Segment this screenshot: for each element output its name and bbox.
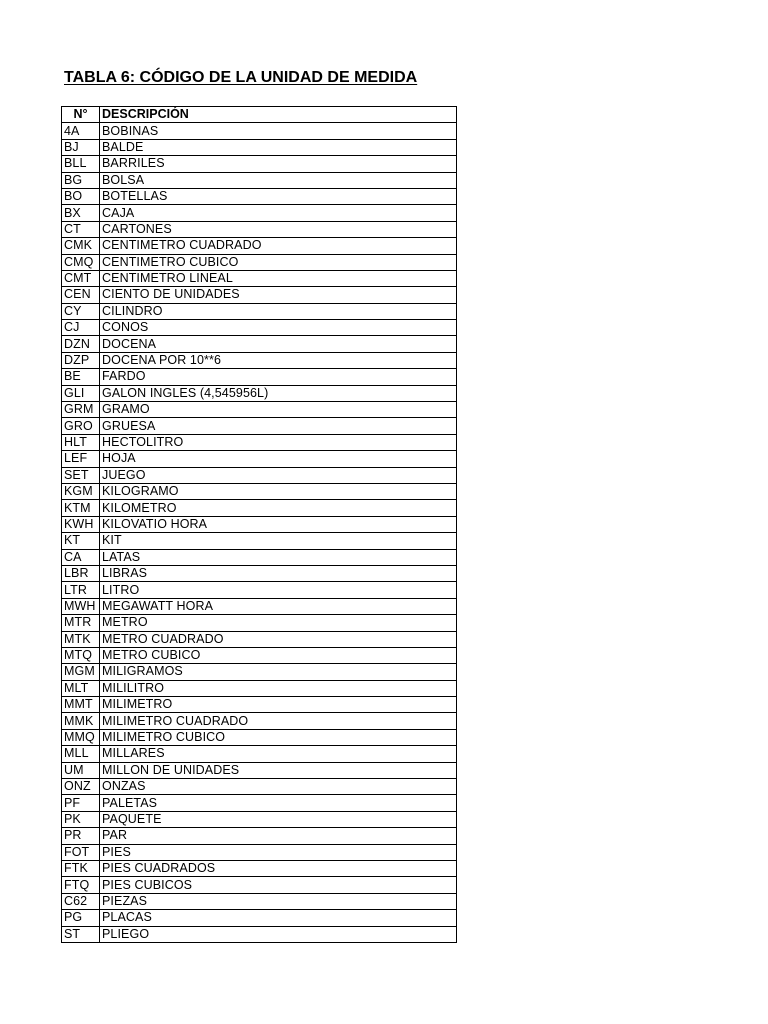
unit-description: JUEGO [100, 467, 457, 483]
unit-code: CEN [62, 287, 100, 303]
unit-description: CIENTO DE UNIDADES [100, 287, 457, 303]
unit-code: LEF [62, 451, 100, 467]
unit-code: DZN [62, 336, 100, 352]
unit-description: BOTELLAS [100, 188, 457, 204]
table-row [62, 697, 457, 713]
header-number: N° [62, 107, 100, 123]
table-row [62, 926, 457, 942]
table-row [62, 664, 457, 680]
unit-code: GRM [62, 402, 100, 418]
table-row [62, 156, 457, 172]
unit-code: MMT [62, 697, 100, 713]
table-row [62, 434, 457, 450]
unit-description: KILOMETRO [100, 500, 457, 516]
unit-code: MTR [62, 615, 100, 631]
unit-description: LATAS [100, 549, 457, 565]
unit-description: PAQUETE [100, 811, 457, 827]
unit-code: MTK [62, 631, 100, 647]
unit-description: BARRILES [100, 156, 457, 172]
unit-code: KWH [62, 516, 100, 532]
unit-code: CJ [62, 320, 100, 336]
table-row [62, 418, 457, 434]
table-row [62, 467, 457, 483]
unit-code: FOT [62, 844, 100, 860]
table-row [62, 254, 457, 270]
table-row [62, 205, 457, 221]
unit-code: BLL [62, 156, 100, 172]
table-row [62, 582, 457, 598]
unit-code: HLT [62, 434, 100, 450]
table-row [62, 910, 457, 926]
unit-description: PLIEGO [100, 926, 457, 942]
unit-code: PR [62, 828, 100, 844]
unit-description: PIES CUADRADOS [100, 860, 457, 876]
unit-code: KGM [62, 483, 100, 499]
unit-code: BG [62, 172, 100, 188]
unit-description: CILINDRO [100, 303, 457, 319]
table-row [62, 713, 457, 729]
unit-description: DOCENA [100, 336, 457, 352]
unit-code: CMK [62, 238, 100, 254]
table-row [62, 287, 457, 303]
table-row [62, 385, 457, 401]
table-row [62, 811, 457, 827]
unit-code: CY [62, 303, 100, 319]
unit-description: MILIMETRO CUADRADO [100, 713, 457, 729]
unit-code: ONZ [62, 779, 100, 795]
unit-description: CAJA [100, 205, 457, 221]
unit-description: GALON INGLES (4,545956L) [100, 385, 457, 401]
table-row [62, 729, 457, 745]
unit-code: LBR [62, 565, 100, 581]
unit-code: MTQ [62, 647, 100, 663]
table-row [62, 779, 457, 795]
unit-description: PIEZAS [100, 893, 457, 909]
unit-description: METRO [100, 615, 457, 631]
unit-description: MILIMETRO [100, 697, 457, 713]
table-row [62, 270, 457, 286]
unit-code: PG [62, 910, 100, 926]
unit-code: FTK [62, 860, 100, 876]
unit-code: MGM [62, 664, 100, 680]
unit-description: PAR [100, 828, 457, 844]
table-row [62, 549, 457, 565]
table-row [62, 565, 457, 581]
table-row [62, 828, 457, 844]
table-row [62, 647, 457, 663]
table-row [62, 598, 457, 614]
unit-description: MILLON DE UNIDADES [100, 762, 457, 778]
table-row [62, 139, 457, 155]
unit-description: KILOGRAMO [100, 483, 457, 499]
unit-description: CARTONES [100, 221, 457, 237]
unit-description: CENTIMETRO LINEAL [100, 270, 457, 286]
unit-code: MLT [62, 680, 100, 696]
table-row [62, 451, 457, 467]
unit-code: FTQ [62, 877, 100, 893]
unit-code: BE [62, 369, 100, 385]
table-row [62, 680, 457, 696]
unit-description: MEGAWATT HORA [100, 598, 457, 614]
table-row [62, 336, 457, 352]
table-row [62, 369, 457, 385]
table-row [62, 516, 457, 532]
table-row [62, 631, 457, 647]
unit-description: METRO CUADRADO [100, 631, 457, 647]
unit-code: MWH [62, 598, 100, 614]
table-row [62, 483, 457, 499]
unit-description: MILILITRO [100, 680, 457, 696]
unit-code: DZP [62, 352, 100, 368]
unit-code: CMT [62, 270, 100, 286]
unit-code: BX [62, 205, 100, 221]
unit-description: BOBINAS [100, 123, 457, 139]
unit-description: METRO CUBICO [100, 647, 457, 663]
unit-code: GLI [62, 385, 100, 401]
unit-code: C62 [62, 893, 100, 909]
unit-description: BOLSA [100, 172, 457, 188]
unit-description: HECTOLITRO [100, 434, 457, 450]
unit-description: ONZAS [100, 779, 457, 795]
document-title: TABLA 6: CÓDIGO DE LA UNIDAD DE MEDIDA [64, 69, 418, 86]
table-row [62, 402, 457, 418]
table-row [62, 795, 457, 811]
unit-code: CA [62, 549, 100, 565]
table-row [62, 221, 457, 237]
unit-code: PK [62, 811, 100, 827]
table-row [62, 320, 457, 336]
table-row [62, 746, 457, 762]
table-row [62, 762, 457, 778]
table-row [62, 860, 457, 876]
unit-code: MMK [62, 713, 100, 729]
unit-description: PLACAS [100, 910, 457, 926]
unit-description: DOCENA POR 10**6 [100, 352, 457, 368]
unit-code: KTM [62, 500, 100, 516]
unit-description: PALETAS [100, 795, 457, 811]
table-body [62, 123, 457, 943]
unit-description: MILLARES [100, 746, 457, 762]
table-row [62, 893, 457, 909]
unit-description: GRUESA [100, 418, 457, 434]
unit-code: ST [62, 926, 100, 942]
unit-code: BO [62, 188, 100, 204]
unit-description: FARDO [100, 369, 457, 385]
unit-code: UM [62, 762, 100, 778]
table-row [62, 844, 457, 860]
unit-code: PF [62, 795, 100, 811]
unit-code: GRO [62, 418, 100, 434]
unit-description: LITRO [100, 582, 457, 598]
unit-code: 4A [62, 123, 100, 139]
unit-description: PIES CUBICOS [100, 877, 457, 893]
table-row [62, 238, 457, 254]
unit-description: HOJA [100, 451, 457, 467]
unit-description: CENTIMETRO CUBICO [100, 254, 457, 270]
unit-description: KIT [100, 533, 457, 549]
unit-code: LTR [62, 582, 100, 598]
unit-description: BALDE [100, 139, 457, 155]
unit-code: CMQ [62, 254, 100, 270]
table-row [62, 303, 457, 319]
unit-description: MILIGRAMOS [100, 664, 457, 680]
unit-description: CENTIMETRO CUADRADO [100, 238, 457, 254]
table-row [62, 533, 457, 549]
unit-description: GRAMO [100, 402, 457, 418]
table-row [62, 877, 457, 893]
unit-code: BJ [62, 139, 100, 155]
unit-description: PIES [100, 844, 457, 860]
header-description: DESCRIPCIÓN [100, 107, 457, 123]
unit-code: CT [62, 221, 100, 237]
unit-description: LIBRAS [100, 565, 457, 581]
unit-code: MMQ [62, 729, 100, 745]
unit-code: MLL [62, 746, 100, 762]
unit-code: SET [62, 467, 100, 483]
unit-code: KT [62, 533, 100, 549]
table-header-row [62, 107, 457, 123]
table-row [62, 615, 457, 631]
table-row [62, 123, 457, 139]
units-table [61, 106, 457, 943]
table-row [62, 172, 457, 188]
table-row [62, 352, 457, 368]
table-row [62, 188, 457, 204]
table-row [62, 500, 457, 516]
unit-description: CONOS [100, 320, 457, 336]
unit-description: KILOVATIO HORA [100, 516, 457, 532]
unit-description: MILIMETRO CUBICO [100, 729, 457, 745]
